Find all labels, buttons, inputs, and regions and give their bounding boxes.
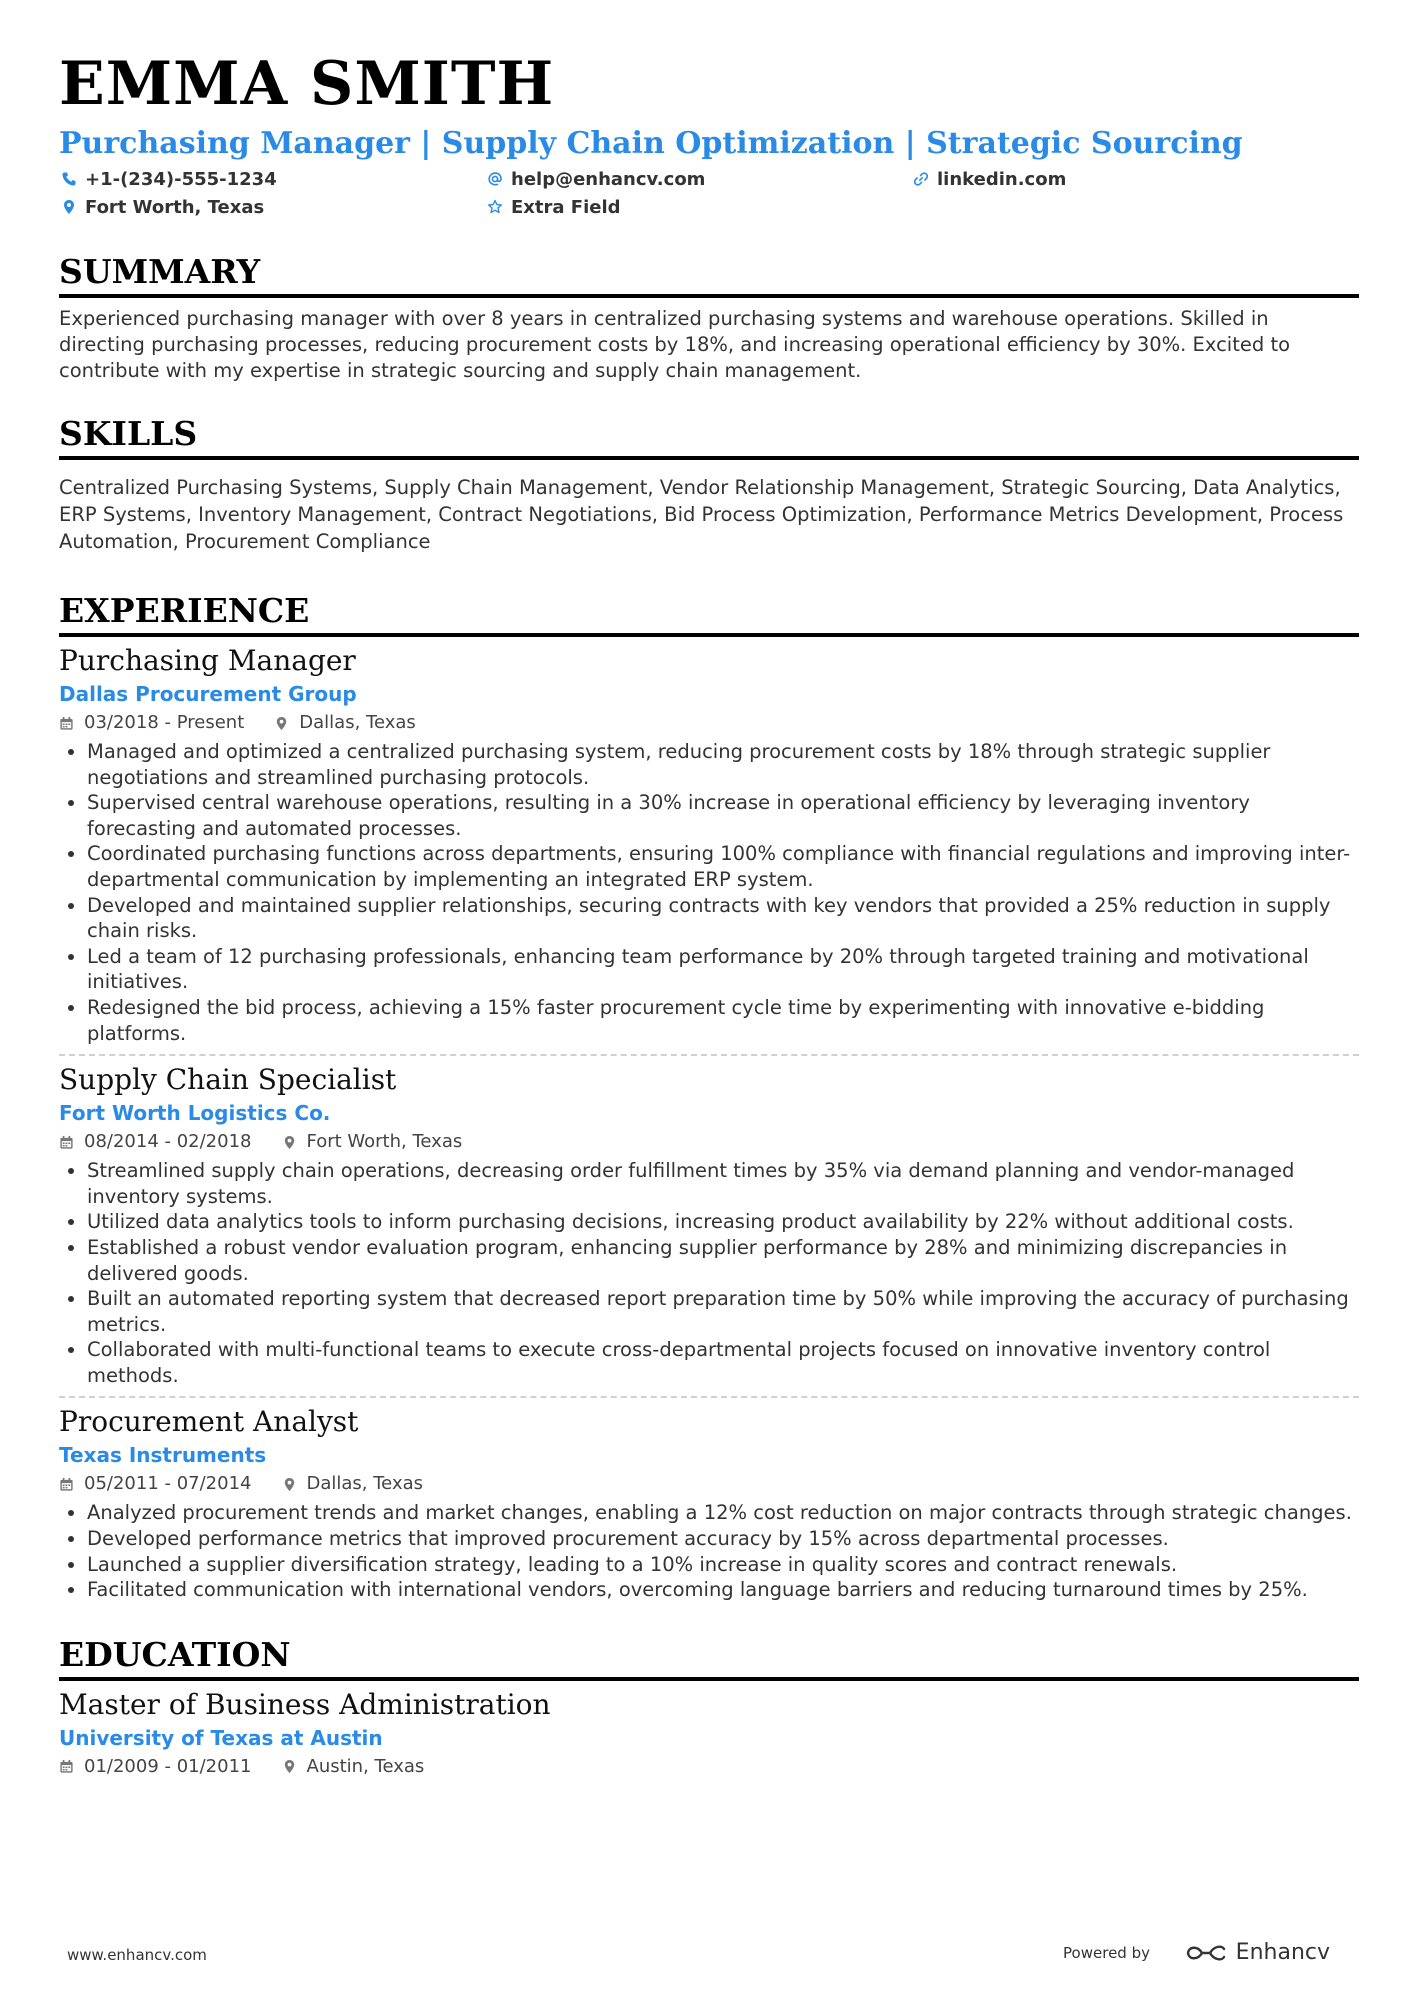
job-location: Fort Worth, Texas (306, 1131, 463, 1153)
contact-linkedin[interactable] (911, 166, 1337, 192)
skills-text: Centralized Purchasing Systems, Supply Chain Management, Vendor Relationship Management, Strategic Sourcing, Data Analytics, ERP Systems, Inventory Management, Contract Negotiations, Bid Process Optimization, Performance Metrics Development, Process Automation, Procurement Compliance (59, 476, 1344, 553)
job-company: Texas Instruments (59, 1443, 267, 1468)
education-meta (59, 1753, 1359, 1781)
job-dates: 03/2018 - Present (84, 712, 245, 733)
resume-page (59, 44, 1359, 1781)
location-icon (282, 1759, 297, 1774)
job-meta (59, 709, 1359, 737)
job-title: Procurement Analyst (59, 1405, 359, 1439)
contact-email-text: help@enhancv.com (511, 168, 706, 190)
list-item: • Streamlined supply chain operations, decreasing order fulfillment times by 35% via demand planning and vendor-managed inventory systems. (87, 1158, 1359, 1209)
list-item: • Managed and optimized a centralized purchasing system, reducing procurement costs by 18% through strategic supplier negotiations and streamlined purchasing protocols. (87, 739, 1359, 790)
education-location: Austin, Texas (306, 1755, 425, 1777)
list-item: • Developed performance metrics that improved procurement accuracy by 15% across departmental processes. (87, 1526, 1359, 1552)
list-item: • Developed and maintained supplier relationships, securing contracts with key vendors that provided a 25% reduction in supply chain risks. (87, 893, 1359, 944)
contact-phone-text: +1-(234)-555-1234 (85, 168, 277, 190)
list-item: • Built an automated reporting system that decreased report preparation time by 50% while improving the accuracy of purchasing metrics. (87, 1286, 1359, 1337)
location-icon (59, 197, 79, 217)
contact-extra-text: Extra Field (511, 196, 621, 218)
footer-brand[interactable] (1184, 1940, 1330, 1965)
phone-icon (59, 169, 79, 189)
education-entry (59, 1687, 1359, 1781)
job-dates: 05/2011 - 07/2014 (84, 1473, 252, 1495)
job-meta (59, 1128, 1359, 1156)
summary-title: SUMMARY (59, 250, 1359, 298)
job-bullets (59, 739, 1359, 1046)
job-entry (59, 1404, 1359, 1602)
divider (59, 1396, 1359, 1398)
calendar-icon (59, 1759, 74, 1774)
footer-site-link[interactable]: www.enhancv.com (67, 1946, 207, 1964)
job-title: Supply Chain Specialist (59, 1063, 397, 1097)
footer-brand-name: Enhancv (1235, 1940, 1330, 1965)
contact-email[interactable] (485, 166, 911, 192)
summary-text: Experienced purchasing manager with over 8 years in centralized purchasing systems and warehouse operations. Skilled in directing purchasing processes, reducing procurement costs by 18%, and increasing operational efficiency by 30%. Excited to contribute with my expertise in strategic sourcing and supply chain management. (59, 307, 1291, 382)
footer-powered-by: Powered by (1063, 1944, 1150, 1962)
list-item: • Redesigned the bid process, achieving a 15% faster procurement cycle time by experimenting with innovative e-bidding platforms. (87, 995, 1359, 1046)
headline: Purchasing Manager | Supply Chain Optimization | Strategic Sourcing (59, 126, 1243, 161)
skills-section (59, 412, 1359, 555)
list-item: • Launched a supplier diversification strategy, leading to a 10% increase in quality scores and contract renewals. (87, 1552, 1359, 1578)
job-entry (59, 1062, 1359, 1398)
list-item: • Coordinated purchasing functions across departments, ensuring 100% compliance with financial regulations and improving inter-departmental communication by implementing an integrated ERP system. (87, 841, 1359, 892)
job-location: Dallas, Texas (306, 1473, 423, 1495)
contact-list (59, 166, 1359, 220)
star-icon (485, 197, 505, 217)
list-item: • Supervised central warehouse operations, resulting in a 30% increase in operational efficiency by leveraging inventory forecasting and automated processes. (87, 790, 1359, 841)
list-item: • Facilitated communication with international vendors, overcoming language barriers and reducing turnaround times by 25%. (87, 1577, 1359, 1603)
job-bullets (59, 1158, 1359, 1388)
location-icon (282, 1135, 297, 1150)
experience-section (59, 589, 1359, 1603)
job-location: Dallas, Texas (299, 712, 416, 733)
list-item: • Utilized data analytics tools to inform purchasing decisions, increasing product availability by 22% without additional costs. (87, 1209, 1359, 1235)
calendar-icon (59, 716, 74, 731)
link-icon (911, 169, 931, 189)
footer (67, 1940, 1350, 1970)
contact-location (59, 194, 485, 220)
divider (59, 1054, 1359, 1056)
education-section (59, 1633, 1359, 1781)
list-item: • Led a team of 12 purchasing professionals, enhancing team performance by 20% through targeted training and motivational initiatives. (87, 944, 1359, 995)
contact-linkedin-text: linkedin.com (937, 168, 1067, 190)
enhancv-logo-icon (1184, 1941, 1228, 1965)
job-company: Fort Worth Logistics Co. (59, 1101, 331, 1126)
contact-location-text: Fort Worth, Texas (85, 196, 265, 218)
list-item: • Established a robust vendor evaluation program, enhancing supplier performance by 28% and minimizing discrepancies in delivered goods. (87, 1235, 1359, 1286)
location-icon (274, 716, 289, 731)
job-dates: 08/2014 - 02/2018 (84, 1131, 252, 1153)
location-icon (282, 1477, 297, 1492)
calendar-icon (59, 1135, 74, 1150)
at-icon (485, 169, 505, 189)
job-company: Dallas Procurement Group (59, 682, 357, 706)
degree-title: Master of Business Administration (59, 1687, 551, 1721)
candidate-name: EMMA SMITH (59, 49, 555, 119)
school-name: University of Texas at Austin (59, 1725, 383, 1750)
summary-section (59, 250, 1359, 384)
job-bullets (59, 1500, 1359, 1602)
contact-extra (485, 194, 911, 220)
contact-phone[interactable] (59, 166, 485, 192)
job-meta (59, 1470, 1359, 1498)
experience-title: EXPERIENCE (59, 589, 1359, 637)
education-dates: 01/2009 - 01/2011 (84, 1755, 252, 1777)
list-item: • Collaborated with multi-functional teams to execute cross-departmental projects focused on innovative inventory control methods. (87, 1337, 1359, 1388)
list-item: • Analyzed procurement trends and market changes, enabling a 12% cost reduction on major contracts through strategic changes. (87, 1500, 1359, 1526)
calendar-icon (59, 1477, 74, 1492)
education-title: EDUCATION (59, 1633, 1359, 1681)
skills-title: SKILLS (59, 412, 1359, 460)
job-entry (59, 643, 1359, 1056)
job-title: Purchasing Manager (59, 644, 356, 677)
